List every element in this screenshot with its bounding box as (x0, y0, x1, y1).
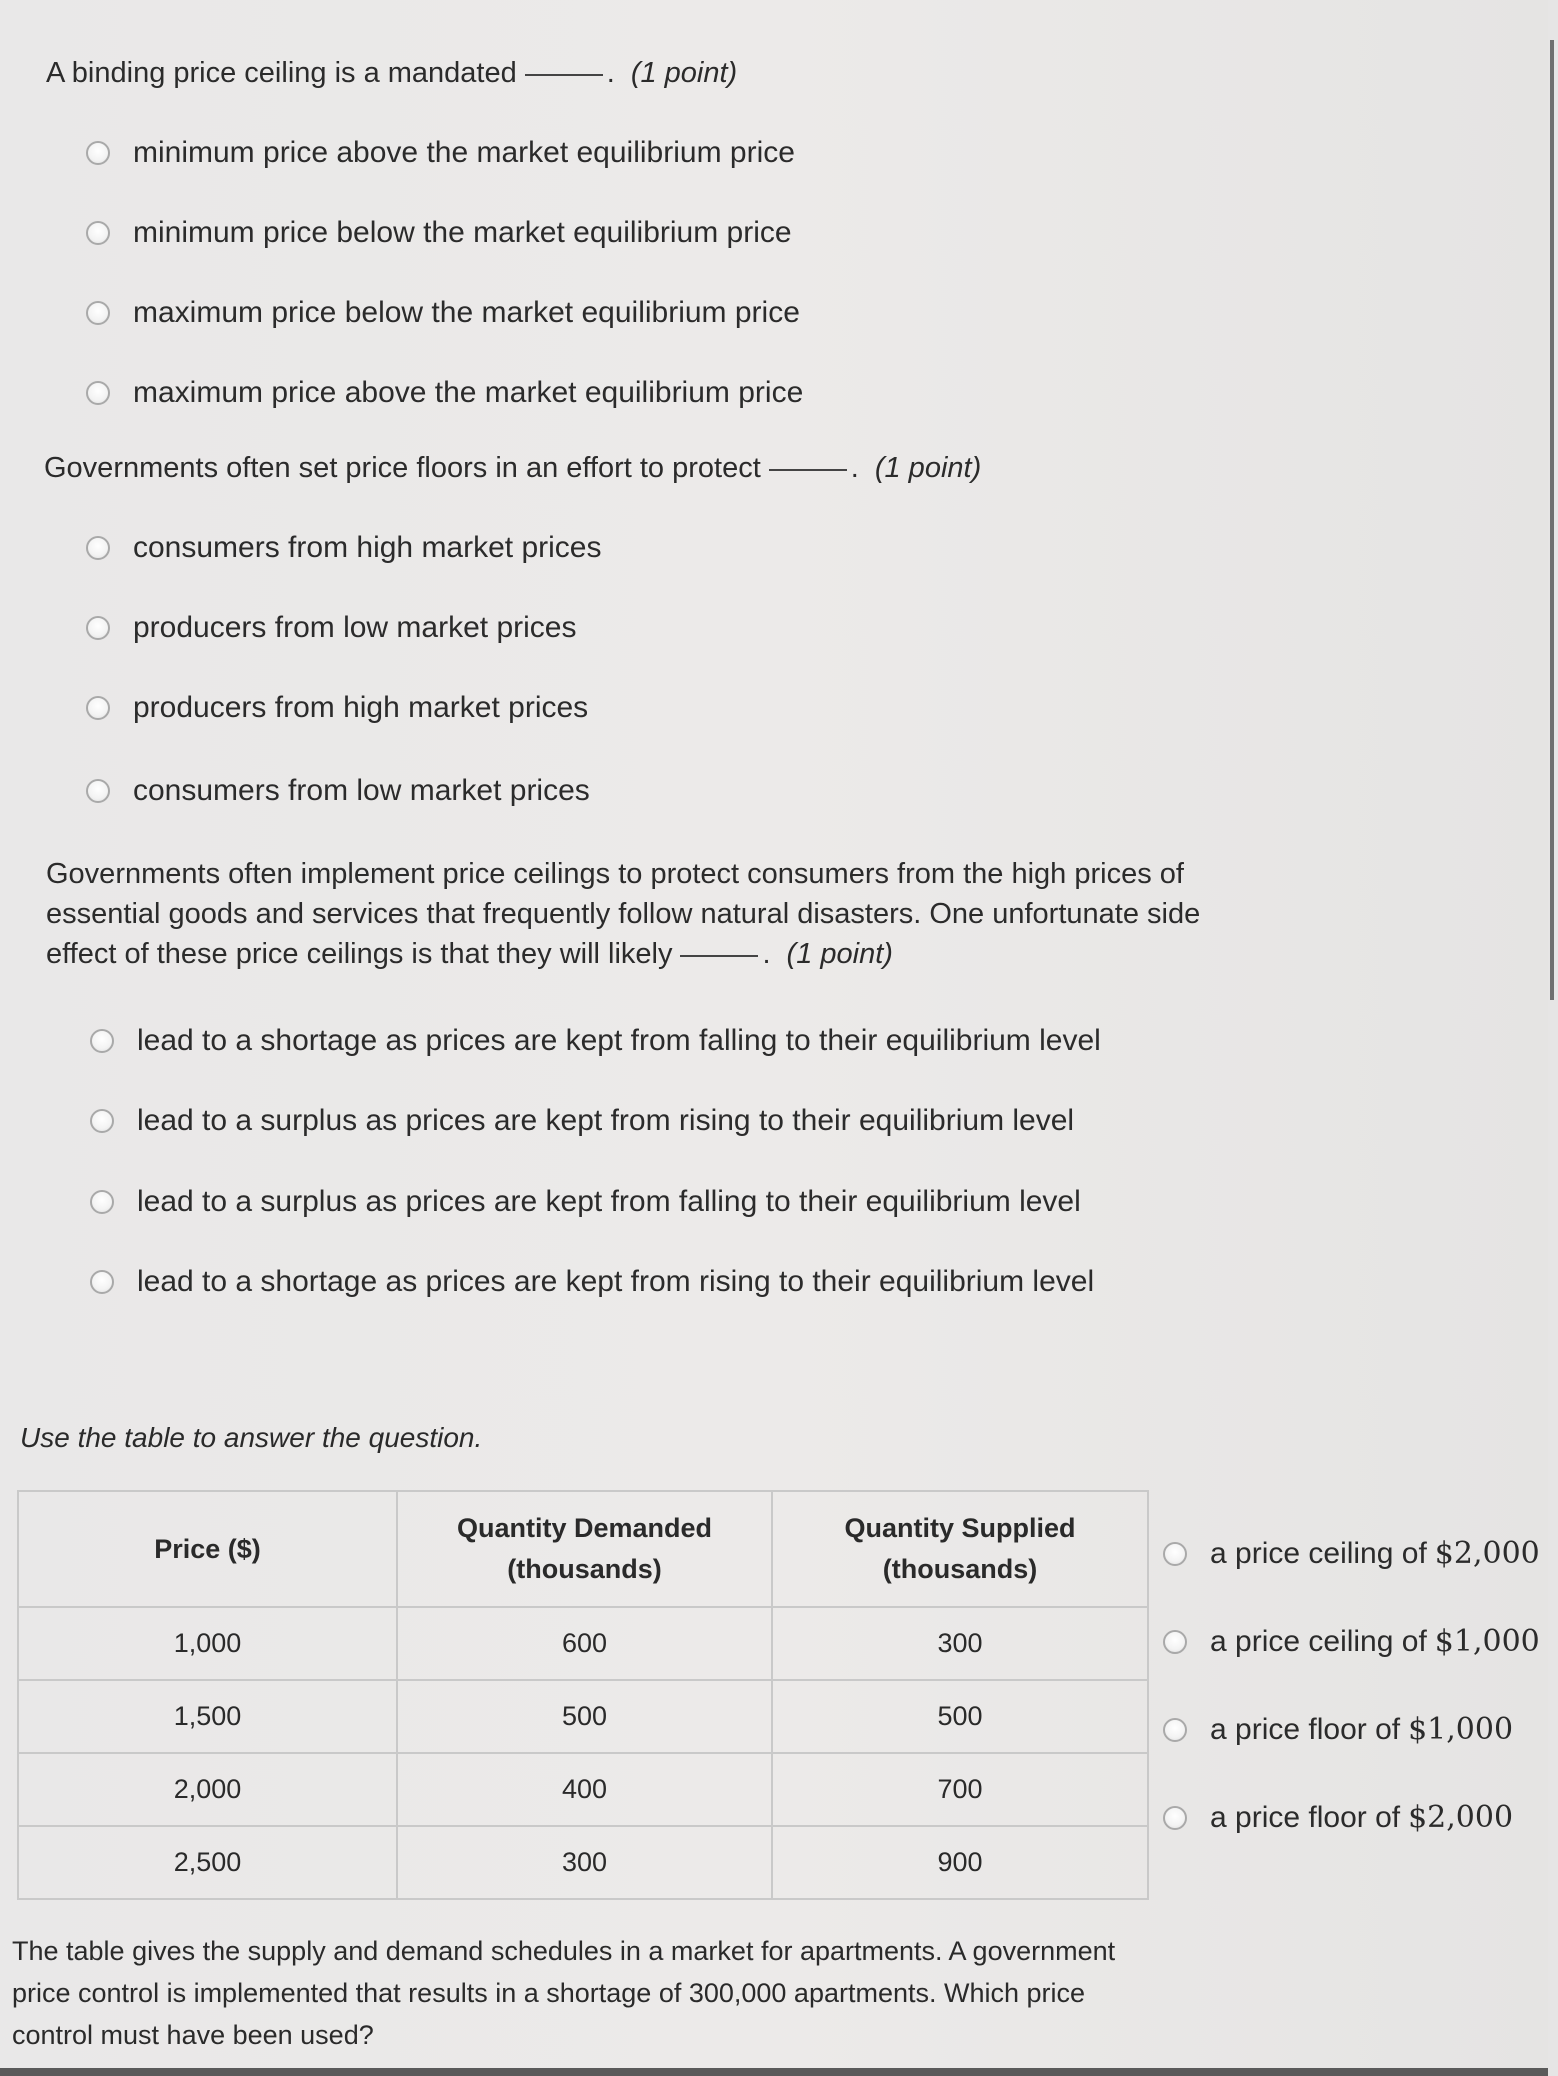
cell-quantity-demanded: 600 (397, 1607, 772, 1680)
question-3-line-3: effect of these price ceilings is that they will likely . (1 point) (46, 938, 893, 970)
option-label: consumers from low market prices (133, 774, 590, 807)
radio-button[interactable] (86, 381, 110, 405)
q2-option-4[interactable] (86, 774, 590, 808)
radio-button[interactable] (86, 696, 110, 720)
radio-button[interactable] (1163, 1630, 1187, 1654)
radio-button[interactable] (86, 141, 110, 165)
table-header-row (18, 1491, 1148, 1607)
radio-button[interactable] (86, 779, 110, 803)
table-instruction: Use the table to answer the question. (20, 1422, 483, 1453)
header-quantity-supplied-line-1: Quantity Supplied (844, 1513, 1076, 1543)
answer-blank (525, 74, 603, 76)
option-label: lead to a surplus as prices are kept from falling to their equilibrium level (137, 1185, 1081, 1218)
q3-option-3[interactable] (90, 1185, 1081, 1219)
option-amount: $2,000 (1408, 1800, 1514, 1835)
cell-price: 1,000 (18, 1607, 397, 1680)
q4-option-3[interactable] (1163, 1712, 1513, 1747)
option-label: minimum price above the market equilibrium price (133, 136, 795, 169)
option-label: a price floor of (1210, 1712, 1401, 1746)
option-label: maximum price above the market equilibrium price (133, 376, 804, 409)
option-label: a price floor of (1210, 1800, 1401, 1834)
radio-button[interactable] (1163, 1542, 1187, 1566)
question-4-line-1: The table gives the supply and demand schedules in a market for apartments. A government (12, 1936, 1116, 1966)
radio-button[interactable] (86, 221, 110, 245)
option-label: lead to a surplus as prices are kept from rising to their equilibrium level (137, 1104, 1075, 1137)
answer-blank (680, 955, 758, 957)
question-4-line-3: control must have been used? (12, 2020, 374, 2050)
option-label: lead to a shortage as prices are kept from rising to their equilibrium level (137, 1265, 1095, 1298)
option-label: producers from low market prices (133, 611, 577, 644)
table-row (18, 1753, 1148, 1826)
q4-option-2[interactable] (1163, 1624, 1540, 1659)
header-quantity-demanded-line-2: (thousands) (507, 1554, 662, 1584)
table-row (18, 1826, 1148, 1899)
bottom-edge (0, 2068, 1548, 2076)
q4-option-4[interactable] (1163, 1800, 1513, 1835)
option-label: consumers from high market prices (133, 531, 602, 564)
q3-option-4[interactable] (90, 1265, 1094, 1299)
page-edge (1550, 40, 1554, 1000)
question-1-points: (1 point) (630, 57, 738, 89)
option-amount: $2,000 (1434, 1536, 1540, 1571)
question-2-points: (1 point) (874, 452, 982, 484)
cell-quantity-demanded: 400 (397, 1753, 772, 1826)
q3-option-2[interactable] (90, 1104, 1074, 1138)
option-amount: $1,000 (1434, 1624, 1540, 1659)
cell-quantity-demanded: 500 (397, 1680, 772, 1753)
q4-option-1[interactable] (1163, 1536, 1540, 1571)
q3-option-1[interactable] (90, 1024, 1101, 1058)
question-2-text: Governments often set price floors in an effort to protect (44, 452, 761, 484)
cell-quantity-supplied: 500 (772, 1680, 1148, 1753)
option-label: a price ceiling of (1210, 1536, 1427, 1570)
header-price-text: Price ($) (154, 1533, 261, 1564)
radio-button[interactable] (86, 616, 110, 640)
q1-option-1[interactable] (86, 136, 795, 170)
q2-option-1[interactable] (86, 531, 602, 565)
table-row (18, 1607, 1148, 1680)
question-3-line-1: Governments often implement price ceilings to protect consumers from the high prices of (46, 858, 1184, 890)
question-3-line-2: essential goods and services that frequently follow natural disasters. One unfortunate side (46, 898, 1201, 930)
cell-price: 1,500 (18, 1680, 397, 1753)
question-4-line-2: price control is implemented that results in a shortage of 300,000 apartments. Which price (12, 1978, 1086, 2008)
cell-quantity-demanded: 300 (397, 1826, 772, 1899)
question-3-points: (1 point) (786, 938, 893, 970)
radio-button[interactable] (1163, 1718, 1187, 1742)
radio-button[interactable] (90, 1029, 114, 1053)
supply-demand-table (17, 1490, 1149, 1900)
question-1-prompt: A binding price ceiling is a mandated . (1 point) (46, 57, 738, 89)
radio-button[interactable] (90, 1109, 114, 1133)
q2-option-2[interactable] (86, 611, 576, 645)
question-3-prompt (46, 854, 1346, 974)
cell-price: 2,000 (18, 1753, 397, 1826)
cell-price: 2,500 (18, 1826, 397, 1899)
option-label: lead to a shortage as prices are kept from falling to their equilibrium level (137, 1024, 1101, 1057)
question-1-text: A binding price ceiling is a mandated (46, 57, 517, 89)
header-quantity-demanded-line-1: Quantity Demanded (456, 1513, 713, 1543)
option-label: a price ceiling of (1210, 1624, 1427, 1658)
header-quantity-demanded (397, 1491, 772, 1607)
radio-button[interactable] (90, 1190, 114, 1214)
answer-blank (769, 469, 847, 471)
radio-button[interactable] (86, 301, 110, 325)
header-quantity-supplied-line-2: (thousands) (882, 1554, 1038, 1584)
header-quantity-supplied (772, 1491, 1148, 1607)
cell-quantity-supplied: 700 (772, 1753, 1148, 1826)
option-label: producers from high market prices (133, 691, 589, 724)
radio-button[interactable] (90, 1270, 114, 1294)
option-label: maximum price below the market equilibrium price (133, 296, 800, 329)
cell-quantity-supplied: 300 (772, 1607, 1148, 1680)
option-label: minimum price below the market equilibrium price (133, 216, 792, 249)
table-row (18, 1680, 1148, 1753)
option-amount: $1,000 (1408, 1712, 1514, 1747)
q1-option-2[interactable] (86, 216, 792, 250)
radio-button[interactable] (1163, 1806, 1187, 1830)
question-4-prompt (12, 1930, 1142, 2056)
q1-option-4[interactable] (86, 376, 803, 410)
header-price (18, 1491, 397, 1607)
q2-option-3[interactable] (86, 691, 588, 725)
cell-quantity-supplied: 900 (772, 1826, 1148, 1899)
question-3-line-3-text: effect of these price ceilings is that they will likely (46, 938, 673, 970)
question-2-prompt: Governments often set price floors in an effort to protect . (1 point) (44, 452, 982, 484)
radio-button[interactable] (86, 536, 110, 560)
q1-option-3[interactable] (86, 296, 800, 330)
